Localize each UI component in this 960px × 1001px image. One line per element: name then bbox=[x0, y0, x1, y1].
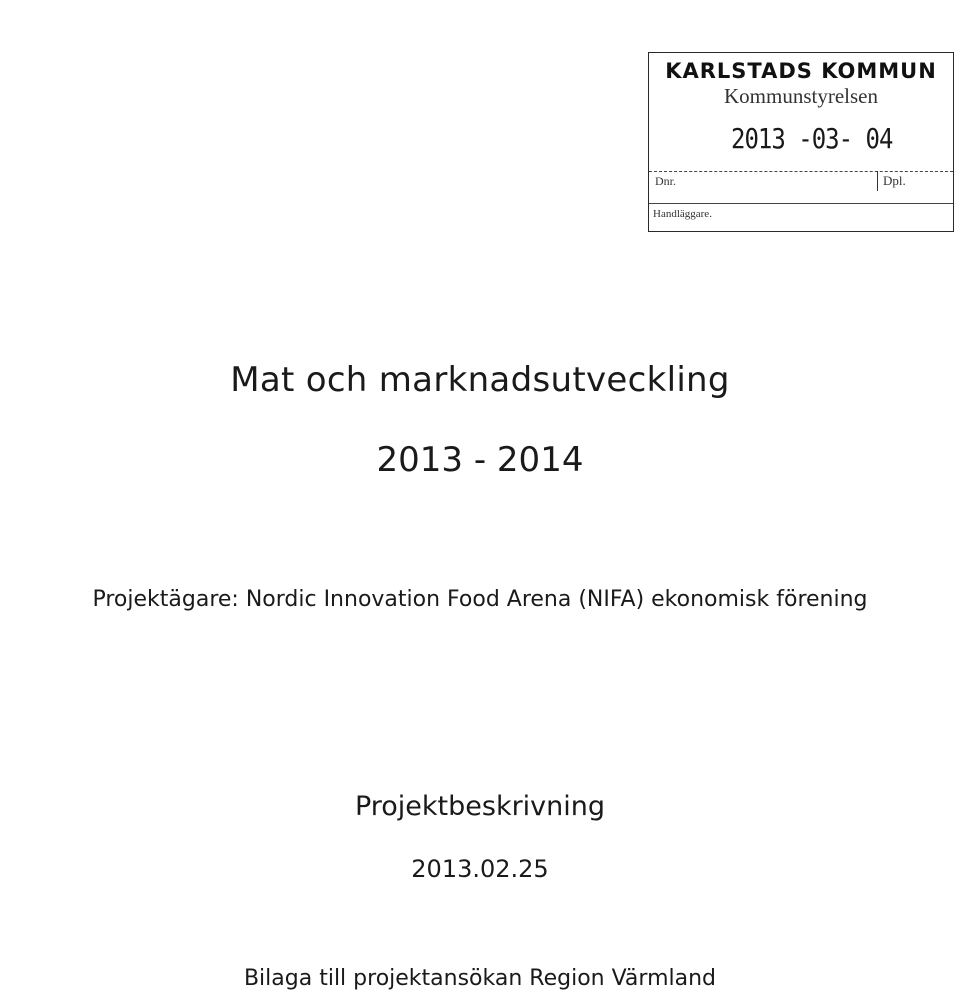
document-title: Mat och marknadsutveckling bbox=[230, 360, 730, 400]
appendix-note: Bilaga till projektansökan Region Värmland bbox=[243, 966, 717, 991]
document-date: 2013.02.25 bbox=[411, 855, 549, 883]
stamp-divider bbox=[649, 203, 953, 204]
stamp-handlaggare-label: Handläggare. bbox=[653, 208, 712, 220]
stamp-received-date: 2013 -03- 04 bbox=[731, 122, 893, 156]
stamp-dnr-label: Dnr. bbox=[655, 174, 676, 188]
stamp-department: Kommunstyrelsen bbox=[724, 84, 878, 108]
stamp-dpl-label: Dpl. bbox=[883, 173, 906, 188]
document-years: 2013 - 2014 bbox=[376, 440, 584, 480]
stamp-organization: KARLSTADS KOMMUN bbox=[665, 59, 937, 83]
project-owner: Projektägare: Nordic Innovation Food Arena (NIFA) ekonomisk förening bbox=[92, 587, 868, 612]
document-type: Projektbeskrivning bbox=[354, 791, 606, 822]
registration-stamp bbox=[648, 52, 954, 232]
